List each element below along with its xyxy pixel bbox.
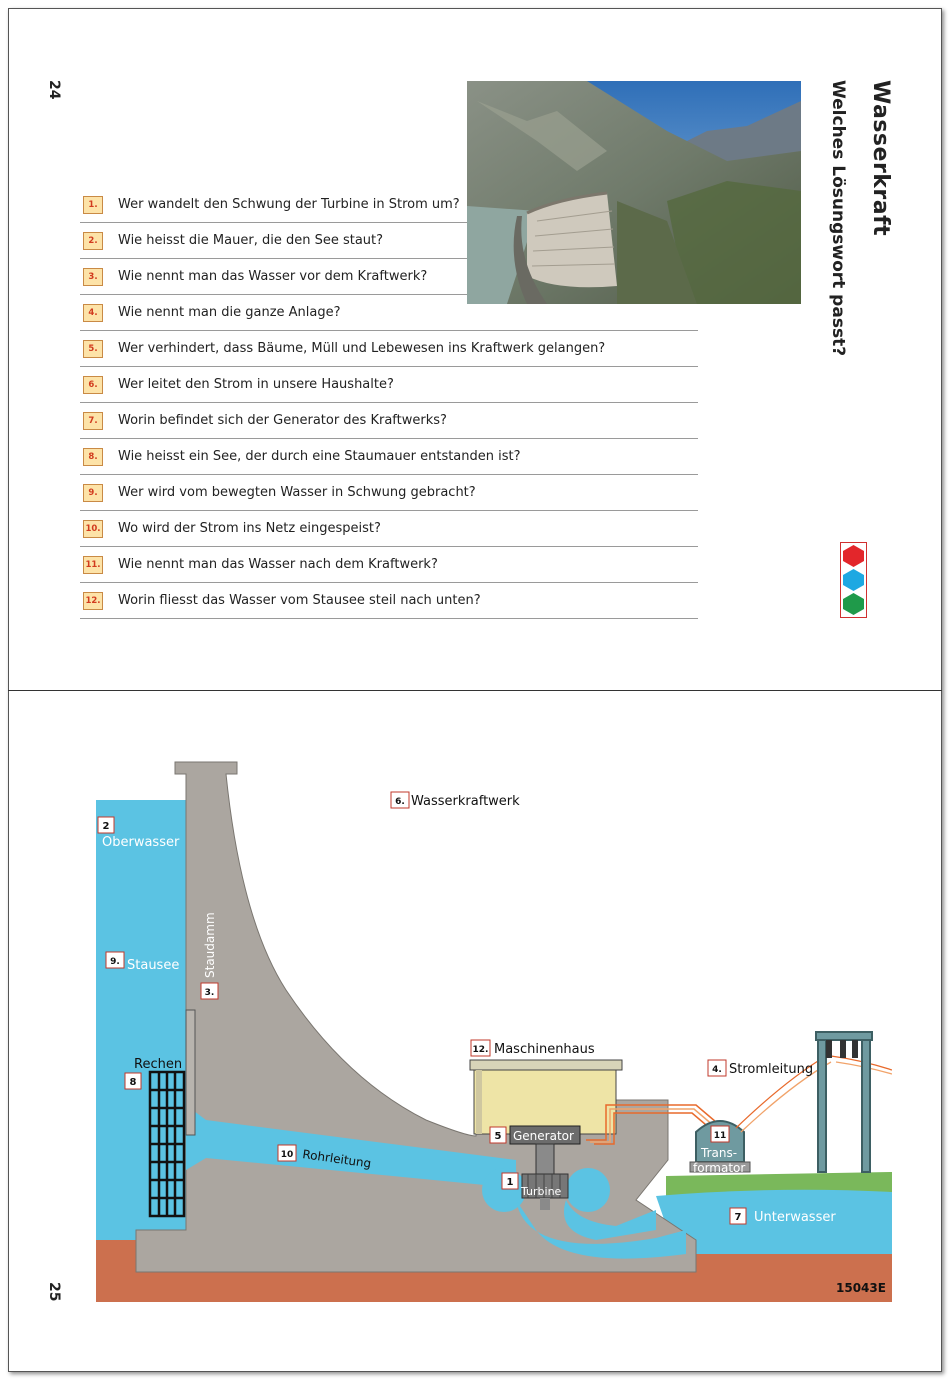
question-row bbox=[80, 259, 467, 295]
question-text: Wer wird vom bewegten Wasser in Schwung gebracht? bbox=[118, 485, 476, 500]
stausee-label: Stausee bbox=[127, 958, 180, 973]
unterwasser-number: 7 bbox=[734, 1212, 742, 1223]
question-text: Wie nennt man die ganze Anlage? bbox=[118, 305, 341, 320]
stausee-number: 9. bbox=[110, 957, 120, 967]
page-number-top: 24 bbox=[46, 80, 62, 100]
generator-label: Generator bbox=[513, 1129, 574, 1143]
question-number: 9. bbox=[83, 484, 103, 502]
rohrleitung-label: Rohrleitung bbox=[301, 1147, 373, 1171]
question-number: 4. bbox=[83, 304, 103, 322]
turbine-label: Turbine bbox=[521, 1185, 562, 1198]
question-text: Worin fliesst das Wasser vom Stausee steil nach unten? bbox=[118, 593, 481, 608]
question-number: 11. bbox=[83, 556, 103, 574]
staudamm-number: 3. bbox=[204, 988, 215, 998]
transformator-label-2: formator bbox=[693, 1161, 746, 1175]
question-text: Wie nennt man das Wasser nach dem Kraftwerk? bbox=[118, 557, 438, 572]
question-number: 3. bbox=[83, 268, 103, 286]
question-text: Wer wandelt den Schwung der Turbine in Strom um? bbox=[118, 197, 460, 212]
question-text: Wer verhindert, dass Bäume, Müll und Lebewesen ins Kraftwerk gelangen? bbox=[118, 341, 606, 356]
question-text: Wo wird der Strom ins Netz eingespeist? bbox=[118, 521, 381, 536]
maschinenhaus-number: 12. bbox=[472, 1045, 489, 1055]
question-text: Wie nennt man das Wasser vor dem Kraftwerk? bbox=[118, 269, 428, 284]
figure-code: 15043E bbox=[836, 1281, 886, 1295]
question-text: Worin befindet sich der Generator des Kraftwerks? bbox=[118, 413, 447, 428]
question-number: 10. bbox=[83, 520, 103, 538]
stromleitung-label: Stromleitung bbox=[729, 1062, 814, 1077]
question-number: 8. bbox=[83, 448, 103, 466]
question-row bbox=[80, 583, 698, 619]
dam-concrete bbox=[136, 762, 696, 1272]
transformator-number: 11 bbox=[713, 1131, 727, 1141]
question-row bbox=[80, 439, 698, 475]
trash-rack bbox=[150, 1072, 184, 1216]
oberwasser-label: Oberwasser bbox=[102, 835, 180, 850]
question-row bbox=[80, 511, 698, 547]
question-number: 6. bbox=[83, 376, 103, 394]
rechen-label: Rechen bbox=[134, 1057, 183, 1072]
maschinenhaus-label: Maschinenhaus bbox=[494, 1042, 595, 1057]
page-divider bbox=[8, 690, 942, 691]
question-text: Wie heisst die Mauer, die den See staut? bbox=[118, 233, 384, 248]
oberwasser-number: 2 bbox=[102, 821, 110, 832]
staudamm-label: Staudamm bbox=[203, 912, 217, 978]
question-row bbox=[80, 187, 467, 223]
hydropower-diagram bbox=[96, 760, 892, 1302]
turbine-number: 1 bbox=[506, 1177, 514, 1188]
question-row bbox=[80, 547, 698, 583]
rohrleitung-number: 10 bbox=[280, 1150, 294, 1160]
question-number: 12. bbox=[83, 592, 103, 610]
question-number: 5. bbox=[83, 340, 103, 358]
question-number: 2. bbox=[83, 232, 103, 250]
kraftwerk-number: 6. bbox=[395, 797, 405, 807]
question-row bbox=[80, 223, 467, 259]
page-number-bottom: 25 bbox=[46, 1282, 62, 1302]
question-row bbox=[80, 295, 698, 331]
rechen-number: 8 bbox=[129, 1077, 137, 1088]
unterwasser-label: Unterwasser bbox=[754, 1210, 836, 1225]
question-text: Wer leitet den Strom in unsere Haushalte? bbox=[118, 377, 394, 392]
machine-house bbox=[474, 1070, 616, 1134]
question-number: 7. bbox=[83, 412, 103, 430]
kraftwerk-label: Wasserkraftwerk bbox=[411, 794, 520, 809]
question-row bbox=[80, 403, 698, 439]
question-list bbox=[80, 187, 698, 619]
hexagon-logo-icon bbox=[840, 542, 867, 618]
generator-number: 5 bbox=[494, 1131, 502, 1142]
transformator-label-1: Trans- bbox=[701, 1146, 738, 1160]
question-text: Wie heisst ein See, der durch eine Staumauer entstanden ist? bbox=[118, 449, 521, 464]
stromleitung-number: 4. bbox=[712, 1065, 722, 1075]
question-row bbox=[80, 475, 698, 511]
question-row bbox=[80, 331, 698, 367]
page-subtitle: Welches Lösungswort passt? bbox=[828, 80, 848, 357]
page-title: Wasserkraft bbox=[868, 80, 893, 237]
question-number: 1. bbox=[83, 196, 103, 214]
question-row bbox=[80, 367, 698, 403]
